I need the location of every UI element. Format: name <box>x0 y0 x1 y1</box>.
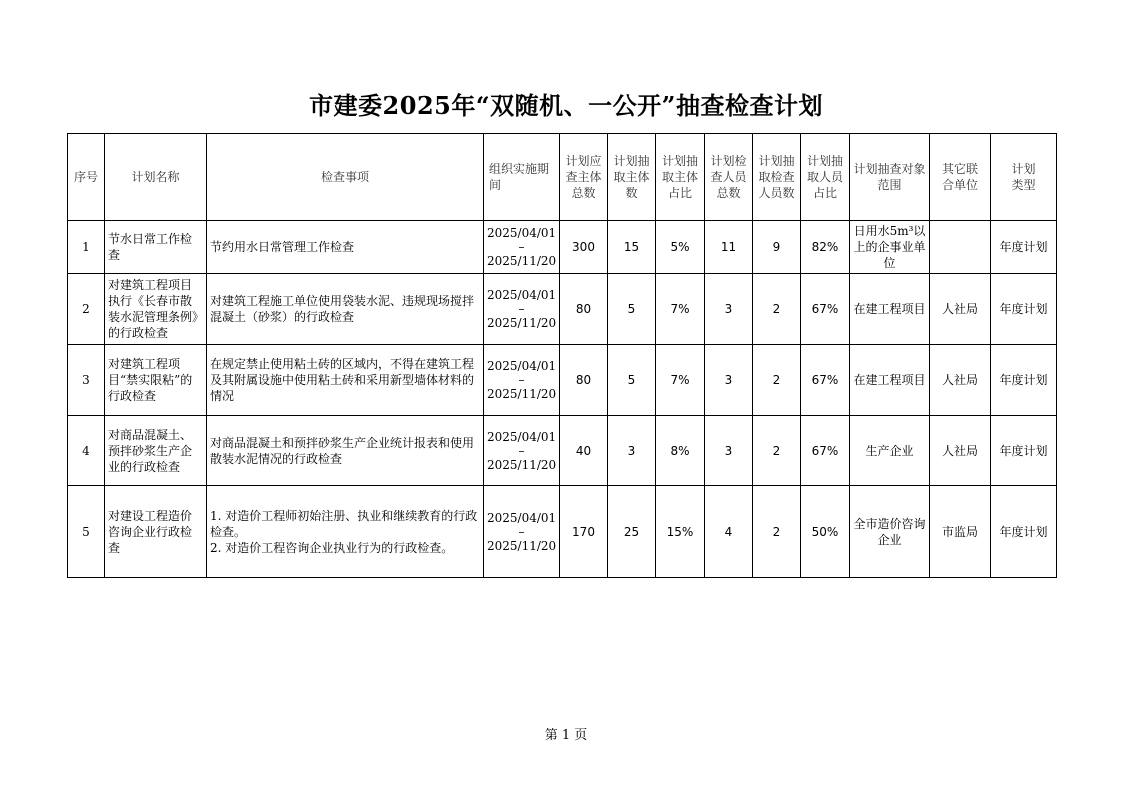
header-cell: 计划应查主体总数 <box>560 134 608 221</box>
target-scope: 在建工程项目 <box>850 274 930 345</box>
period-separator: – <box>518 524 525 539</box>
table-row <box>68 274 1057 345</box>
period-start: 2025/04/01 <box>487 288 557 302</box>
period-end: 2025/11/20 <box>487 254 557 268</box>
plan-type: 年度计划 <box>991 274 1057 345</box>
target-scope: 在建工程项目 <box>850 345 930 416</box>
header-cell: 组织实施期间 <box>484 134 560 221</box>
period-start: 2025/04/01 <box>487 429 557 444</box>
header-cell: 序号 <box>68 134 105 221</box>
subject-sampled: 15 <box>608 221 656 274</box>
joint-unit: 市监局 <box>930 486 991 578</box>
row-number: 2 <box>68 274 105 345</box>
period-end: 2025/11/20 <box>487 457 557 472</box>
inspector-ratio: 67% <box>801 274 850 345</box>
inspection-items: 在规定禁止使用粘土砖的区域内，不得在建筑工程及其附属设施中使用粘土砖和采用新型墙体材料的情况 <box>207 345 484 416</box>
inspector-total: 3 <box>705 416 753 486</box>
plan-name: 对建筑工程项目“禁实限粘”的行政检查 <box>105 345 207 416</box>
inspection-items: 对商品混凝土和预拌砂浆生产企业统计报表和使用散装水泥情况的行政检查 <box>207 416 484 486</box>
inspection-item-line: 1. 对造价工程师初始注册、执业和继续教育的行政检查。 <box>210 508 478 539</box>
inspection-items <box>207 486 484 578</box>
inspector-ratio: 50% <box>801 486 850 578</box>
inspector-sampled: 2 <box>753 486 801 578</box>
table-row <box>68 345 1057 416</box>
period-cell <box>484 486 560 578</box>
plan-name: 节水日常工作检查 <box>105 221 207 274</box>
header-cell: 计划类型 <box>991 134 1057 221</box>
table-row <box>68 486 1057 578</box>
inspector-sampled: 9 <box>753 221 801 274</box>
inspector-ratio: 82% <box>801 221 850 274</box>
period-separator: – <box>518 373 525 387</box>
subject-ratio: 7% <box>656 345 705 416</box>
target-scope: 全市造价咨询企业 <box>850 486 930 578</box>
subject-total: 170 <box>560 486 608 578</box>
inspector-total: 4 <box>705 486 753 578</box>
period-cell <box>484 416 560 486</box>
inspection-items: 对建筑工程施工单位使用袋装水泥、违规现场搅拌混凝土（砂浆）的行政检查 <box>207 274 484 345</box>
period-separator: – <box>518 240 525 254</box>
period-cell <box>484 274 560 345</box>
inspector-ratio: 67% <box>801 416 850 486</box>
inspector-sampled: 2 <box>753 416 801 486</box>
target-scope: 生产企业 <box>850 416 930 486</box>
row-number: 1 <box>68 221 105 274</box>
period-cell <box>484 221 560 274</box>
inspector-total: 11 <box>705 221 753 274</box>
period-separator: – <box>518 302 525 316</box>
page-title: 市建委2025年“双随机、一公开”抽查检查计划 <box>309 91 823 120</box>
subject-ratio: 8% <box>656 416 705 486</box>
plan-type: 年度计划 <box>991 221 1057 274</box>
subject-total: 80 <box>560 274 608 345</box>
period-separator: – <box>518 443 525 458</box>
table-header-row <box>68 134 1057 221</box>
table-row <box>68 221 1057 274</box>
plan-type: 年度计划 <box>991 416 1057 486</box>
inspector-ratio: 67% <box>801 345 850 416</box>
joint-unit: 人社局 <box>930 274 991 345</box>
row-number: 4 <box>68 416 105 486</box>
subject-sampled: 5 <box>608 345 656 416</box>
inspection-item-line: 2. 对造价工程咨询企业执业行为的行政检查。 <box>210 540 454 555</box>
inspector-total: 3 <box>705 274 753 345</box>
subject-sampled: 5 <box>608 274 656 345</box>
subject-sampled: 25 <box>608 486 656 578</box>
header-cell: 计划抽取人员占比 <box>801 134 850 221</box>
header-cell: 计划检查人员总数 <box>705 134 753 221</box>
inspection-items: 节约用水日常管理工作检查 <box>207 221 484 274</box>
inspector-sampled: 2 <box>753 345 801 416</box>
header-cell: 计划抽取检查人员数 <box>753 134 801 221</box>
page-number: 第 1 页 <box>544 728 588 743</box>
row-number: 3 <box>68 345 105 416</box>
subject-sampled: 3 <box>608 416 656 486</box>
period-start: 2025/04/01 <box>487 359 557 373</box>
inspection-plan-table <box>67 133 1057 578</box>
plan-type: 年度计划 <box>991 345 1057 416</box>
subject-total: 80 <box>560 345 608 416</box>
inspector-sampled: 2 <box>753 274 801 345</box>
plan-type: 年度计划 <box>991 486 1057 578</box>
subject-ratio: 15% <box>656 486 705 578</box>
row-number: 5 <box>68 486 105 578</box>
period-cell <box>484 345 560 416</box>
joint-unit <box>930 221 991 274</box>
header-cell: 计划名称 <box>105 134 207 221</box>
inspector-total: 3 <box>705 345 753 416</box>
joint-unit: 人社局 <box>930 345 991 416</box>
subject-ratio: 7% <box>656 274 705 345</box>
target-scope: 日用水5m³以上的企事业单位 <box>850 221 930 274</box>
header-cell: 计划抽取主体数 <box>608 134 656 221</box>
header-cell: 其它联合单位 <box>930 134 991 221</box>
period-end: 2025/11/20 <box>487 316 557 330</box>
header-cell: 计划抽查对象范围 <box>850 134 930 221</box>
period-start: 2025/04/01 <box>487 226 557 240</box>
table-row <box>68 416 1057 486</box>
period-end: 2025/11/20 <box>487 538 557 553</box>
joint-unit: 人社局 <box>930 416 991 486</box>
plan-name: 对建筑工程项目执行《长春市散装水泥管理条例》的行政检查 <box>105 274 207 345</box>
plan-name: 对商品混凝土、预拌砂浆生产企业的行政检查 <box>105 416 207 486</box>
period-start: 2025/04/01 <box>487 510 557 525</box>
subject-ratio: 5% <box>656 221 705 274</box>
subject-total: 300 <box>560 221 608 274</box>
period-end: 2025/11/20 <box>487 387 557 401</box>
plan-name: 对建设工程造价咨询企业行政检查 <box>105 486 207 578</box>
subject-total: 40 <box>560 416 608 486</box>
header-cell: 计划抽取主体占比 <box>656 134 705 221</box>
header-cell: 检查事项 <box>207 134 484 221</box>
